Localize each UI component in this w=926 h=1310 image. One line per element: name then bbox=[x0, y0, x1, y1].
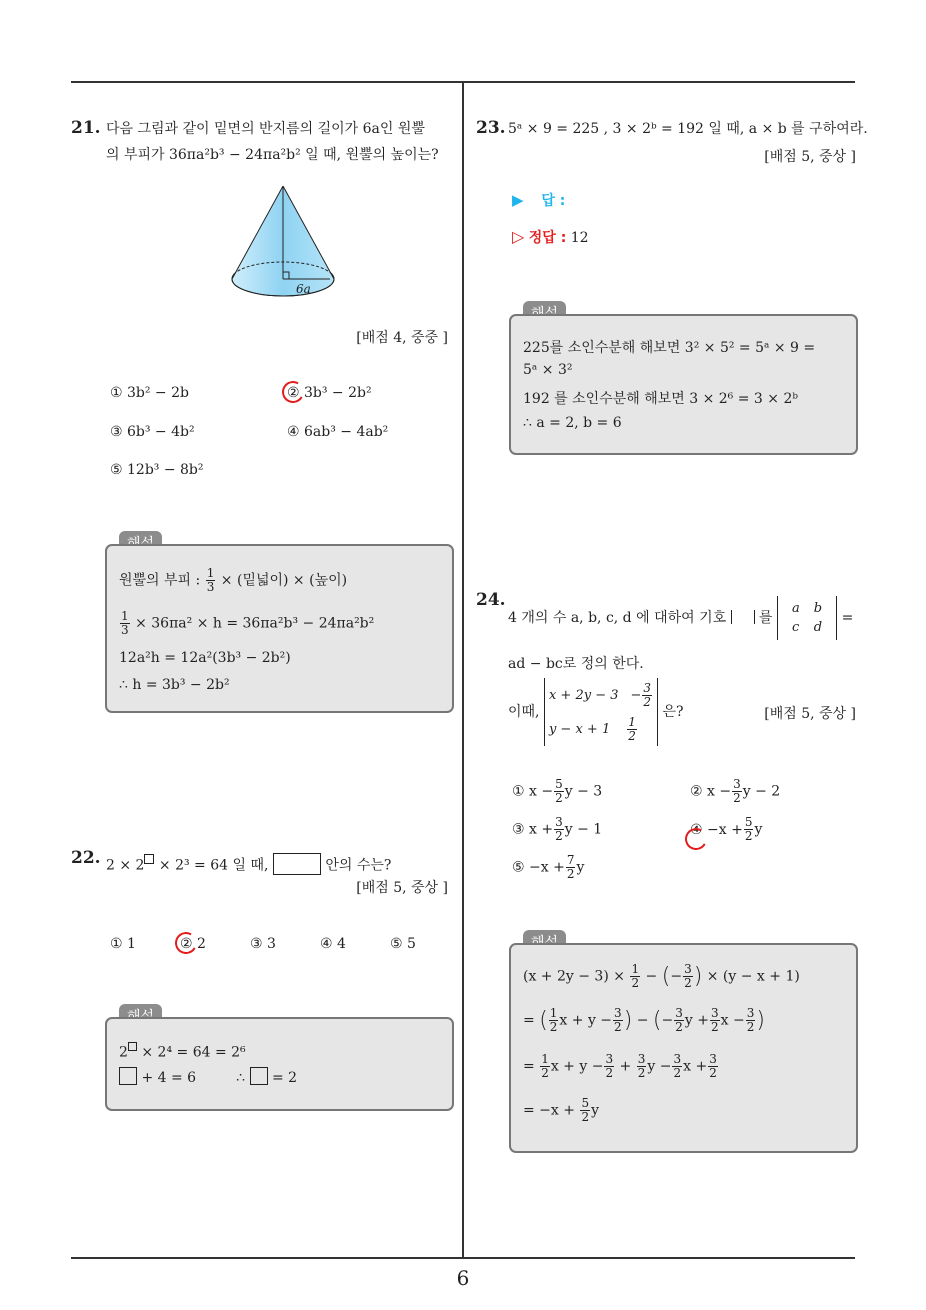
q22-exp-line1: 2 × 2⁴ = 64 = 2⁶ bbox=[119, 1040, 246, 1061]
q24-option-3[interactable]: ③ x + $\frac{3}{2}$ y − 1 bbox=[512, 815, 603, 843]
q22-option-1[interactable]: ① 1 bbox=[110, 936, 136, 952]
q24-option-4[interactable]: ④ −x + $\frac{5}{2}$ y bbox=[690, 816, 762, 843]
q24-explanation-box bbox=[509, 943, 858, 1153]
q22-option-3[interactable]: ③ 3 bbox=[250, 936, 276, 952]
q21-exp-line2: $\frac{1}{3}$ × 36πa² × h = 36πa²b³ − 24πa²b² bbox=[121, 609, 375, 637]
q21-number: 21. bbox=[71, 118, 101, 138]
det-definition: a b c d bbox=[777, 596, 837, 640]
q21-explanation-box bbox=[105, 544, 454, 713]
q24-option-5[interactable]: ⑤ −x + $\frac{7}{2}$ y bbox=[512, 853, 585, 881]
play-arrow-icon: ▶ bbox=[512, 191, 524, 209]
q22-answer-blank bbox=[273, 853, 321, 875]
q21-exp-line4: ∴ h = 3b³ − 2b² bbox=[119, 677, 230, 693]
q22-number: 22. bbox=[71, 848, 101, 868]
outline-arrow-icon: ▷ bbox=[512, 227, 525, 246]
q23-correct-row bbox=[512, 227, 589, 247]
q22-text: 2 × 2 × 2³ = 64 일 때, 안의 수는? bbox=[106, 847, 391, 879]
q23-meta: [배점 5, 중상 ] bbox=[764, 149, 856, 165]
det-symbol bbox=[731, 610, 755, 624]
q23-exp-line2: 5ᵃ × 3² bbox=[523, 362, 573, 378]
q24-text-line2: ad − bc로 정의 한다. bbox=[508, 656, 644, 672]
column-divider bbox=[462, 83, 464, 1257]
bottom-rule bbox=[71, 1257, 855, 1259]
q24-exp-line1: (x + 2y − 3) × $\frac{1}{2}$ − (− $\frac{3}{2}$ ) × (y − x + 1) bbox=[523, 962, 800, 990]
q23-answer-row bbox=[512, 190, 565, 210]
q22-option-5[interactable]: ⑤ 5 bbox=[390, 936, 416, 952]
q21-option-4[interactable]: ④ 6ab³ − 4ab² bbox=[287, 424, 389, 440]
q24-text-line1: 4 개의 수 a, b, c, d 에 대하여 기호 를 a b c d = bbox=[508, 596, 853, 640]
q23-correct-value: 12 bbox=[570, 230, 589, 246]
cone-figure bbox=[225, 180, 345, 305]
q21-meta: [배점 4, 중중 ] bbox=[356, 330, 448, 346]
q23-exp-line3: 192 를 소인수분해 해보면 3 × 2⁶ = 3 × 2ᵇ bbox=[523, 391, 798, 407]
q22-explanation-box bbox=[105, 1017, 454, 1111]
q24-exp-line2: = ( $\frac{1}{2}$ x + y − $\frac{3}{2}$ ) − (− $\frac{3}{2}$ y + $\frac{3}{2}$ x − $\frac{3}{2}$ ) bbox=[523, 1006, 765, 1034]
q24-option-1[interactable]: ① x − $\frac{5}{2}$ y − 3 bbox=[512, 777, 603, 805]
det-expression: x + 2y − 3 − $\frac{3}{2}$ y − x + 1 $\frac{1}{2}$ bbox=[544, 678, 658, 746]
q24-number: 24. bbox=[476, 590, 506, 610]
q21-option-5[interactable]: ⑤ 12b³ − 8b² bbox=[110, 462, 204, 478]
q21-option-3[interactable]: ③ 6b³ − 4b² bbox=[110, 424, 195, 440]
q21-exp-line3: 12a²h = 12a²(3b³ − 2b²) bbox=[119, 650, 291, 666]
q23-exp-line1: 225를 소인수분해 해보면 3² × 5² = 5ᵃ × 9 = bbox=[523, 340, 816, 356]
q24-meta: [배점 5, 중상 ] bbox=[764, 706, 856, 722]
q22-exp-line2: + 4 = 6 ∴ = 2 bbox=[119, 1067, 297, 1086]
selected-circle-mark bbox=[173, 930, 200, 957]
q23-text: 5ᵃ × 9 = 225 , 3 × 2ᵇ = 192 일 때, a × b 를 구하여라. bbox=[508, 121, 868, 137]
page-number: 6 bbox=[456, 1266, 470, 1290]
q21-option-1[interactable]: ① 3b² − 2b bbox=[110, 385, 189, 401]
q24-text-line3: 이때, x + 2y − 3 − $\frac{3}{2}$ y − x + 1 $\frac{1}{2}$ 은? bbox=[508, 678, 684, 746]
q24-option-2[interactable]: ② x − $\frac{3}{2}$ y − 2 bbox=[690, 777, 781, 805]
q24-exp-line3: = $\frac{1}{2}$ x + y − $\frac{3}{2}$ + $\frac{3}{2}$ y − $\frac{3}{2}$ x + $\frac{3}{2}$ bbox=[523, 1052, 717, 1080]
q21-exp-line1: 원뿔의 부피 : $\frac{1}{3}$ × (밑넓이) × (높이) bbox=[119, 566, 348, 594]
cone-radius-label: 6a bbox=[296, 282, 311, 296]
q23-correct-label: 정답 : bbox=[528, 230, 567, 246]
q21-text-line1: 다음 그림과 같이 밑면의 반지름의 길이가 6a인 원뿔 bbox=[106, 121, 425, 137]
q22-superscript-box bbox=[144, 854, 154, 864]
q21-option-2[interactable]: ② 3b³ − 2b² bbox=[287, 385, 372, 401]
q24-exp-line4: = −x + $\frac{5}{2}$ y bbox=[523, 1096, 600, 1124]
q23-number: 23. bbox=[476, 118, 506, 138]
q21-text-line2: 의 부피가 36πa²b³ − 24πa²b² 일 때, 원뿔의 높이는? bbox=[106, 147, 439, 163]
q23-exp-line4: ∴ a = 2, b = 6 bbox=[523, 415, 622, 431]
q22-meta: [배점 5, 중상 ] bbox=[356, 880, 448, 896]
q22-option-4[interactable]: ④ 4 bbox=[320, 936, 346, 952]
q23-explanation-box bbox=[509, 314, 858, 455]
selected-circle-mark bbox=[280, 379, 307, 406]
q23-answer-label: 답 : bbox=[541, 193, 566, 209]
q22-option-2[interactable]: ② 2 bbox=[180, 936, 206, 952]
